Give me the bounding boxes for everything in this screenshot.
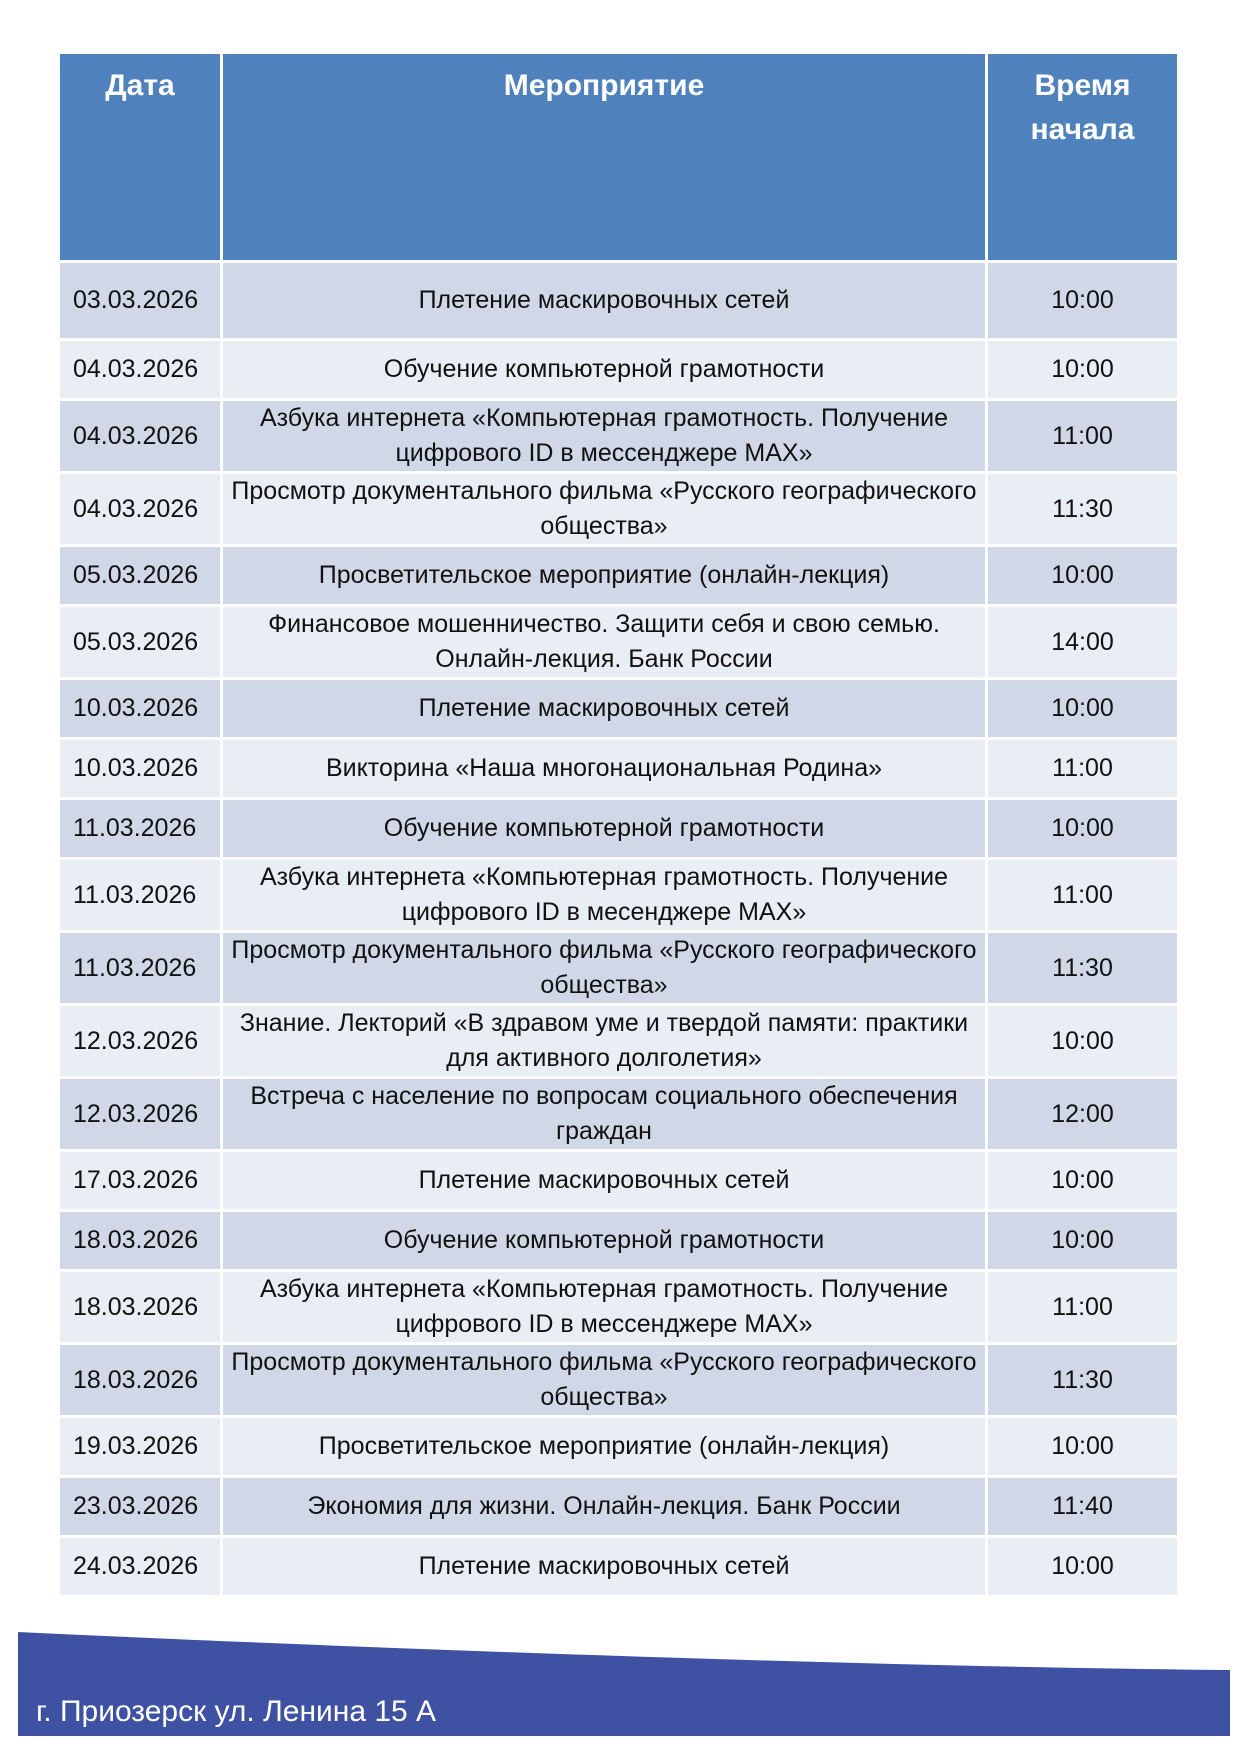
cell-start-time: 10:00 bbox=[988, 800, 1177, 857]
table-row bbox=[60, 401, 1177, 471]
cell-date: 03.03.2026 bbox=[60, 263, 220, 338]
cell-start-time: 11:00 bbox=[988, 401, 1177, 471]
cell-start-time: 10:00 bbox=[988, 263, 1177, 338]
cell-date: 23.03.2026 bbox=[60, 1478, 220, 1535]
cell-event: Знание. Лекторий «В здравом уме и твердой памяти: практики для активного долголетия» bbox=[223, 1006, 985, 1076]
cell-event: Финансовое мошенничество. Защити себя и свою семью. Онлайн-лекция. Банк России bbox=[223, 607, 985, 677]
table-row bbox=[60, 474, 1177, 544]
cell-start-time: 11:30 bbox=[988, 1345, 1177, 1415]
cell-date: 17.03.2026 bbox=[60, 1152, 220, 1209]
cell-start-time: 11:00 bbox=[988, 740, 1177, 797]
table-row bbox=[60, 680, 1177, 737]
table-row bbox=[60, 933, 1177, 1003]
table-row bbox=[60, 341, 1177, 398]
cell-event: Обучение компьютерной грамотности bbox=[223, 1212, 985, 1269]
cell-date: 04.03.2026 bbox=[60, 474, 220, 544]
cell-event: Просмотр документального фильма «Русского географического общества» bbox=[223, 474, 985, 544]
cell-date: 05.03.2026 bbox=[60, 607, 220, 677]
schedule-table bbox=[57, 51, 1180, 1598]
cell-event: Плетение маскировочных сетей bbox=[223, 1152, 985, 1209]
header-time-line2: начала bbox=[1030, 113, 1135, 146]
cell-event: Просмотр документального фильма «Русского географического общества» bbox=[223, 933, 985, 1003]
cell-start-time: 11:30 bbox=[988, 474, 1177, 544]
footer-address: г. Приозерск ул. Ленина 15 А bbox=[36, 1695, 437, 1728]
cell-date: 10.03.2026 bbox=[60, 740, 220, 797]
cell-event: Встреча с население по вопросам социального обеспечения граждан bbox=[223, 1079, 985, 1149]
cell-date: 12.03.2026 bbox=[60, 1006, 220, 1076]
header-date: Дата bbox=[60, 54, 220, 260]
cell-start-time: 14:00 bbox=[988, 607, 1177, 677]
table-row bbox=[60, 1478, 1177, 1535]
cell-date: 18.03.2026 bbox=[60, 1272, 220, 1342]
cell-date: 12.03.2026 bbox=[60, 1079, 220, 1149]
cell-date: 04.03.2026 bbox=[60, 341, 220, 398]
cell-start-time: 12:00 bbox=[988, 1079, 1177, 1149]
header-time-line1: Время bbox=[1034, 69, 1131, 102]
cell-start-time: 11:00 bbox=[988, 1272, 1177, 1342]
table-row bbox=[60, 800, 1177, 857]
cell-start-time: 10:00 bbox=[988, 680, 1177, 737]
table-row bbox=[60, 1152, 1177, 1209]
cell-start-time: 10:00 bbox=[988, 341, 1177, 398]
table-row bbox=[60, 263, 1177, 338]
table-row bbox=[60, 1418, 1177, 1475]
cell-event: Плетение маскировочных сетей bbox=[223, 1538, 985, 1595]
cell-start-time: 10:00 bbox=[988, 1212, 1177, 1269]
cell-date: 19.03.2026 bbox=[60, 1418, 220, 1475]
cell-start-time: 10:00 bbox=[988, 1152, 1177, 1209]
cell-event: Азбука интернета «Компьютерная грамотность. Получение цифрового ID в месенджере MAX» bbox=[223, 860, 985, 930]
header-start-time bbox=[988, 54, 1177, 260]
table-header-row bbox=[60, 54, 1177, 260]
table-row bbox=[60, 740, 1177, 797]
table-row bbox=[60, 607, 1177, 677]
table-row bbox=[60, 1212, 1177, 1269]
table-row bbox=[60, 1538, 1177, 1595]
header-event: Мероприятие bbox=[223, 54, 985, 260]
cell-event: Просмотр документального фильма «Русского географического общества» bbox=[223, 1345, 985, 1415]
table-row bbox=[60, 547, 1177, 604]
table-row bbox=[60, 1345, 1177, 1415]
cell-date: 11.03.2026 bbox=[60, 860, 220, 930]
cell-date: 24.03.2026 bbox=[60, 1538, 220, 1595]
cell-start-time: 10:00 bbox=[988, 1418, 1177, 1475]
cell-event: Экономия для жизни. Онлайн-лекция. Банк России bbox=[223, 1478, 985, 1535]
cell-start-time: 11:40 bbox=[988, 1478, 1177, 1535]
table-row bbox=[60, 860, 1177, 930]
table-row bbox=[60, 1006, 1177, 1076]
cell-event: Просветительское мероприятие (онлайн-лекция) bbox=[223, 1418, 985, 1475]
cell-start-time: 11:00 bbox=[988, 860, 1177, 930]
cell-date: 04.03.2026 bbox=[60, 401, 220, 471]
cell-start-time: 11:30 bbox=[988, 933, 1177, 1003]
cell-event: Просветительское мероприятие (онлайн-лекция) bbox=[223, 547, 985, 604]
cell-date: 18.03.2026 bbox=[60, 1212, 220, 1269]
table-row bbox=[60, 1079, 1177, 1149]
cell-event: Обучение компьютерной грамотности bbox=[223, 341, 985, 398]
cell-date: 18.03.2026 bbox=[60, 1345, 220, 1415]
cell-date: 10.03.2026 bbox=[60, 680, 220, 737]
cell-start-time: 10:00 bbox=[988, 1006, 1177, 1076]
cell-event: Плетение маскировочных сетей bbox=[223, 263, 985, 338]
cell-event: Викторина «Наша многонациональная Родина» bbox=[223, 740, 985, 797]
table-row bbox=[60, 1272, 1177, 1342]
cell-date: 05.03.2026 bbox=[60, 547, 220, 604]
cell-event: Азбука интернета «Компьютерная грамотность. Получение цифрового ID в мессенджере MAX» bbox=[223, 401, 985, 471]
cell-date: 11.03.2026 bbox=[60, 933, 220, 1003]
cell-event: Азбука интернета «Компьютерная грамотность. Получение цифрового ID в мессенджере MAX» bbox=[223, 1272, 985, 1342]
cell-date: 11.03.2026 bbox=[60, 800, 220, 857]
cell-event: Обучение компьютерной грамотности bbox=[223, 800, 985, 857]
cell-start-time: 10:00 bbox=[988, 547, 1177, 604]
cell-start-time: 10:00 bbox=[988, 1538, 1177, 1595]
cell-event: Плетение маскировочных сетей bbox=[223, 680, 985, 737]
